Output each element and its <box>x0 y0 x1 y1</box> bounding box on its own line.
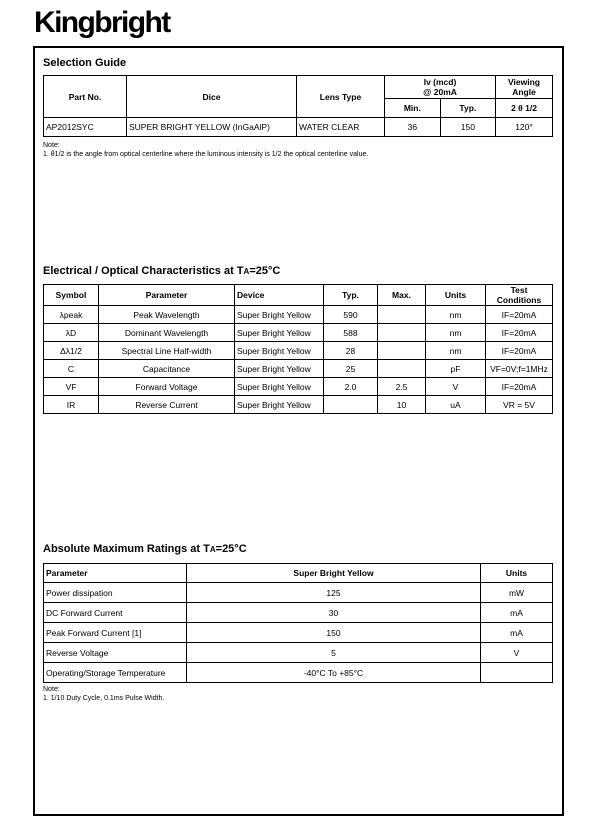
table-cell: mW <box>481 583 553 603</box>
cell: SUPER BRIGHT YELLOW (InGaAlP) <box>127 118 297 137</box>
column-header: Parameter <box>99 285 235 306</box>
table-cell: IR <box>44 396 99 414</box>
table-row <box>44 306 553 324</box>
table-cell: mA <box>481 603 553 623</box>
table-cell: Dominant Wavelength <box>99 324 235 342</box>
table-cell: IF=20mA <box>486 378 553 396</box>
table-cell: nm <box>426 342 486 360</box>
table-cell <box>378 342 426 360</box>
col-angle: Viewing Angle <box>496 76 553 99</box>
table-cell: 25 <box>324 360 378 378</box>
table-cell: λD <box>44 324 99 342</box>
selection-guide-title: Selection Guide <box>43 57 127 69</box>
table-row <box>44 118 553 137</box>
table-cell: Peak Wavelength <box>99 306 235 324</box>
table-cell: IF=20mA <box>486 306 553 324</box>
absolute-title: Absolute Maximum Ratings at TA=25°C <box>43 543 247 555</box>
column-header: Typ. <box>324 285 378 306</box>
table-cell: λpeak <box>44 306 99 324</box>
table-cell: VR = 5V <box>486 396 553 414</box>
table-cell: Super Bright Yellow <box>235 342 324 360</box>
column-header: Super Bright Yellow <box>187 564 481 583</box>
table-cell: 2.0 <box>324 378 378 396</box>
table-cell: 125 <box>187 583 481 603</box>
table-cell: Super Bright Yellow <box>235 360 324 378</box>
table-cell: V <box>426 378 486 396</box>
table-cell: 5 <box>187 643 481 663</box>
col-part: Part No. <box>44 76 127 118</box>
cell: AP2012SYC <box>44 118 127 137</box>
table-cell: IF=20mA <box>486 342 553 360</box>
table-cell: V <box>481 643 553 663</box>
table-cell: Reverse Current <box>99 396 235 414</box>
electrical-title: Electrical / Optical Characteristics at TA=25°C <box>43 265 281 277</box>
table-cell: DC Forward Current <box>44 603 187 623</box>
table-row <box>44 360 553 378</box>
table-cell: Capacitance <box>99 360 235 378</box>
table-cell: Super Bright Yellow <box>235 324 324 342</box>
table-row <box>44 603 553 623</box>
cell: 120° <box>496 118 553 137</box>
column-header: Units <box>426 285 486 306</box>
column-header: Parameter <box>44 564 187 583</box>
table-cell: C <box>44 360 99 378</box>
col-typ: Typ. <box>440 99 495 118</box>
table-cell: 590 <box>324 306 378 324</box>
table-cell <box>378 306 426 324</box>
table-cell: Power dissipation <box>44 583 187 603</box>
table-cell <box>378 324 426 342</box>
column-header: Symbol <box>44 285 99 306</box>
table-row <box>44 623 553 643</box>
table-cell: Forward Voltage <box>99 378 235 396</box>
table-row <box>44 396 553 414</box>
col-lens: Lens Type <box>297 76 385 118</box>
col-iv: Iv (mcd) @ 20mA <box>385 76 496 99</box>
table-cell: Δλ1/2 <box>44 342 99 360</box>
table-cell: Super Bright Yellow <box>235 306 324 324</box>
table-cell <box>324 396 378 414</box>
table-row <box>44 583 553 603</box>
table-cell: Reverse Voltage <box>44 643 187 663</box>
table-cell: 10 <box>378 396 426 414</box>
table-row <box>44 378 553 396</box>
table-cell <box>481 663 553 683</box>
table-cell: 28 <box>324 342 378 360</box>
table-cell: pF <box>426 360 486 378</box>
column-header: Test Conditions <box>486 285 553 306</box>
column-header: Units <box>481 564 553 583</box>
table-cell: 588 <box>324 324 378 342</box>
cell: WATER CLEAR <box>297 118 385 137</box>
brand-logo: Kingbright <box>34 6 170 39</box>
col-min: Min. <box>385 99 441 118</box>
datasheet-frame <box>33 46 564 816</box>
table-cell <box>378 360 426 378</box>
table-cell: 2.5 <box>378 378 426 396</box>
table-cell: mA <box>481 623 553 643</box>
table-cell: VF=0V;f=1MHz <box>486 360 553 378</box>
table-cell: uA <box>426 396 486 414</box>
column-header: Device <box>235 285 324 306</box>
table-cell: Operating/Storage Temperature <box>44 663 187 683</box>
selection-note: Note: 1. θ1/2 is the angle from optical centerline where the luminous intensity is 1/2 the optical centerline value. <box>43 142 369 158</box>
table-cell: IF=20mA <box>486 324 553 342</box>
table-cell: nm <box>426 324 486 342</box>
selection-table <box>43 75 553 137</box>
absolute-note: Note: 1. 1/10 Duty Cycle, 0.1ms Pulse Width. <box>43 686 165 702</box>
table-cell: 30 <box>187 603 481 623</box>
table-cell: Peak Forward Current [1] <box>44 623 187 643</box>
table-cell: Spectral Line Half-width <box>99 342 235 360</box>
table-row <box>44 643 553 663</box>
table-cell: -40°C To +85°C <box>187 663 481 683</box>
column-header: Max. <box>378 285 426 306</box>
table-row <box>44 342 553 360</box>
table-cell: nm <box>426 306 486 324</box>
table-cell: Super Bright Yellow <box>235 396 324 414</box>
absolute-table <box>43 563 553 683</box>
col-dice: Dice <box>127 76 297 118</box>
table-row <box>44 663 553 683</box>
table-row <box>44 324 553 342</box>
electrical-table <box>43 284 553 414</box>
cell: 36 <box>385 118 441 137</box>
table-cell: VF <box>44 378 99 396</box>
table-cell: 150 <box>187 623 481 643</box>
col-angle-sym: 2 θ 1/2 <box>496 99 553 118</box>
cell: 150 <box>440 118 495 137</box>
table-cell: Super Bright Yellow <box>235 378 324 396</box>
